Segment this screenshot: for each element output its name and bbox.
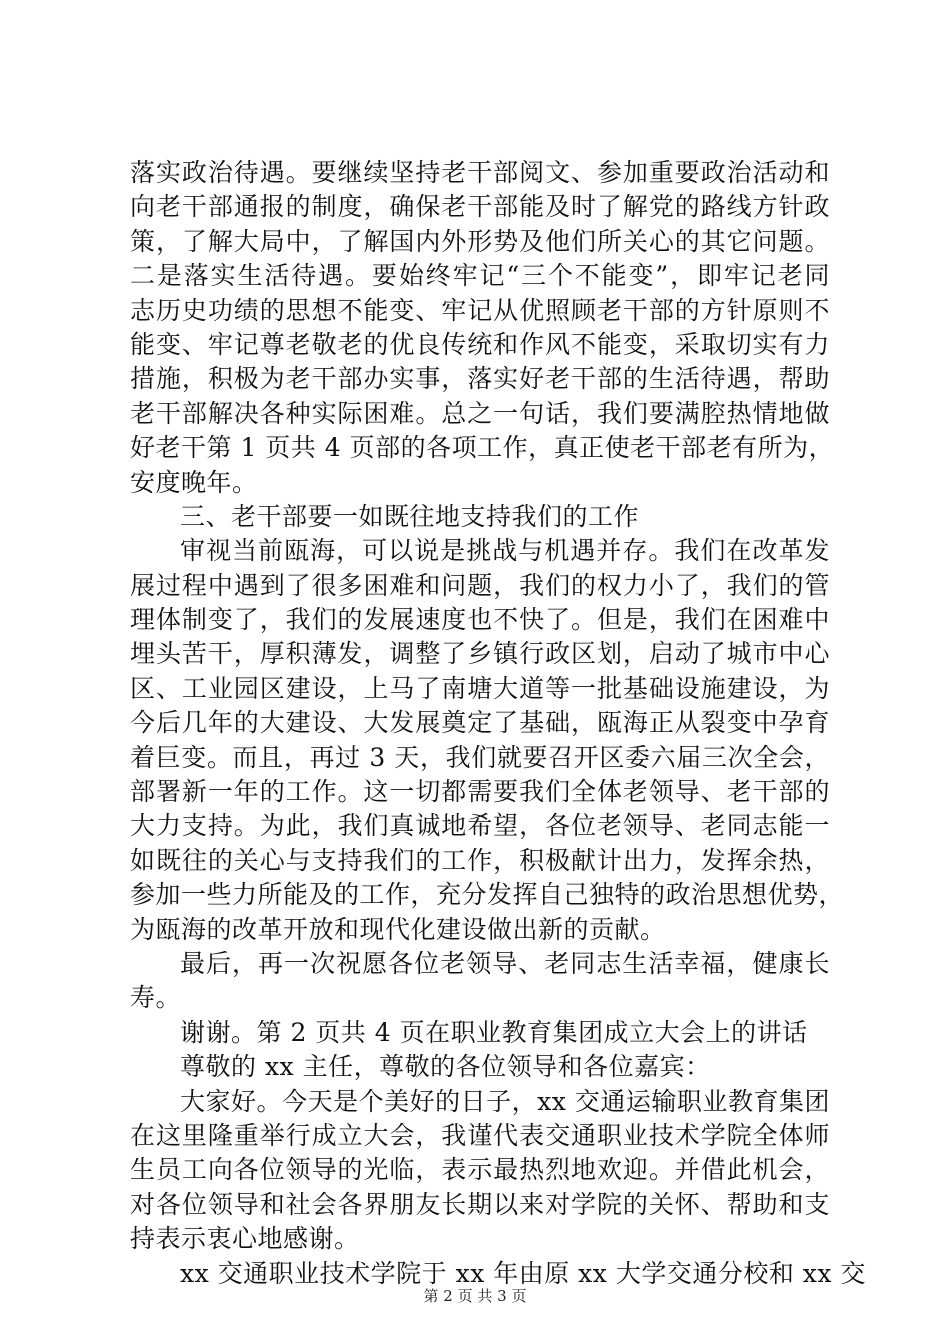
text-line: 志历史功绩的思想不能变、牢记从优照顾老干部的方针原则不 <box>130 295 830 325</box>
text-line: 埋头苦干，厚积薄发，调整了乡镇行政区划，启动了城市中心 <box>130 639 830 669</box>
text-line: 理体制变了，我们的发展速度也不快了。但是，我们在困难中 <box>130 605 830 635</box>
text-line: 谢谢。第 2 页共 4 页在职业教育集团成立大会上的讲话 <box>180 1017 808 1047</box>
text-line: 大力支持。为此，我们真诚地希望，各位老领导、老同志能一 <box>130 811 830 841</box>
text-line: 安度晚年。 <box>130 467 258 497</box>
text-line: 着巨变。而且，再过 3 天，我们就要召开区委六届三次全会， <box>130 742 830 772</box>
text-line: 老干部解决各种实际困难。总之一句话，我们要满腔热情地做 <box>130 398 830 428</box>
text-line: 策，了解大局中，了解国内外形势及他们所关心的其它问题。 <box>130 226 830 256</box>
document-body <box>130 156 866 1291</box>
text-line: 对各位领导和社会各界朋友长期以来对学院的关怀、帮助和支 <box>130 1189 830 1219</box>
text-line: 如既往的关心与支持我们的工作，积极献计出力，发挥余热， <box>130 845 830 875</box>
text-line: 审视当前瓯海，可以说是挑战与机遇并存。我们在改革发 <box>180 536 830 566</box>
text-line: 措施，积极为老干部办实事，落实好老干部的生活待遇，帮助 <box>130 364 830 394</box>
text-line: 向老干部通报的制度，确保老干部能及时了解党的路线方针政 <box>130 192 830 222</box>
text-line: 寿。 <box>130 983 182 1013</box>
text-line: 部署新一年的工作。这一切都需要我们全体老领导、老干部的 <box>130 777 830 807</box>
text-line: 生员工向各位领导的光临，表示最热烈地欢迎。并借此机会， <box>130 1155 830 1185</box>
text-line: 持表示衷心地感谢。 <box>130 1224 360 1254</box>
text-line: 大家好。今天是个美好的日子，xx 交通运输职业教育集团 <box>180 1086 830 1116</box>
text-line: 为瓯海的改革开放和现代化建设做出新的贡献。 <box>130 914 666 944</box>
text-line: 好老干第 1 页共 4 页部的各项工作，真正使老干部老有所为， <box>130 433 835 463</box>
text-line: 展过程中遇到了很多困难和问题，我们的权力小了，我们的管 <box>130 570 830 600</box>
text-line: 能变、牢记尊老敬老的优良传统和作风不能变，采取切实有力 <box>130 329 830 359</box>
text-line: 二是落实生活待遇。要始终牢记“三个不能变”，即牢记老同 <box>130 261 830 291</box>
text-line: 区、工业园区建设，上马了南塘大道等一批基础设施建设，为 <box>130 673 830 703</box>
section-heading: 三、老干部要一如既往地支持我们的工作 <box>180 501 640 531</box>
text-line: 在这里隆重举行成立大会，我谨代表交通职业技术学院全体师 <box>130 1120 830 1150</box>
salutation-line: 尊敬的 xx 主任，尊敬的各位领导和各位嘉宾： <box>180 1052 711 1082</box>
page-footer: 第 2 页 共 3 页 <box>423 1287 527 1305</box>
text-line: 最后，再一次祝愿各位老领导、老同志生活幸福，健康长 <box>180 948 830 978</box>
text-line: xx 交通职业技术学院于 xx 年由原 xx 大学交通分校和 xx 交 <box>180 1258 866 1288</box>
text-line: 今后几年的大建设、大发展奠定了基础，瓯海正从裂变中孕育 <box>130 708 830 738</box>
text-line: 落实政治待遇。要继续坚持老干部阅文、参加重要政治活动和 <box>130 158 830 187</box>
text-line: 参加一些力所能及的工作，充分发挥自己独特的政治思想优势， <box>130 880 845 910</box>
